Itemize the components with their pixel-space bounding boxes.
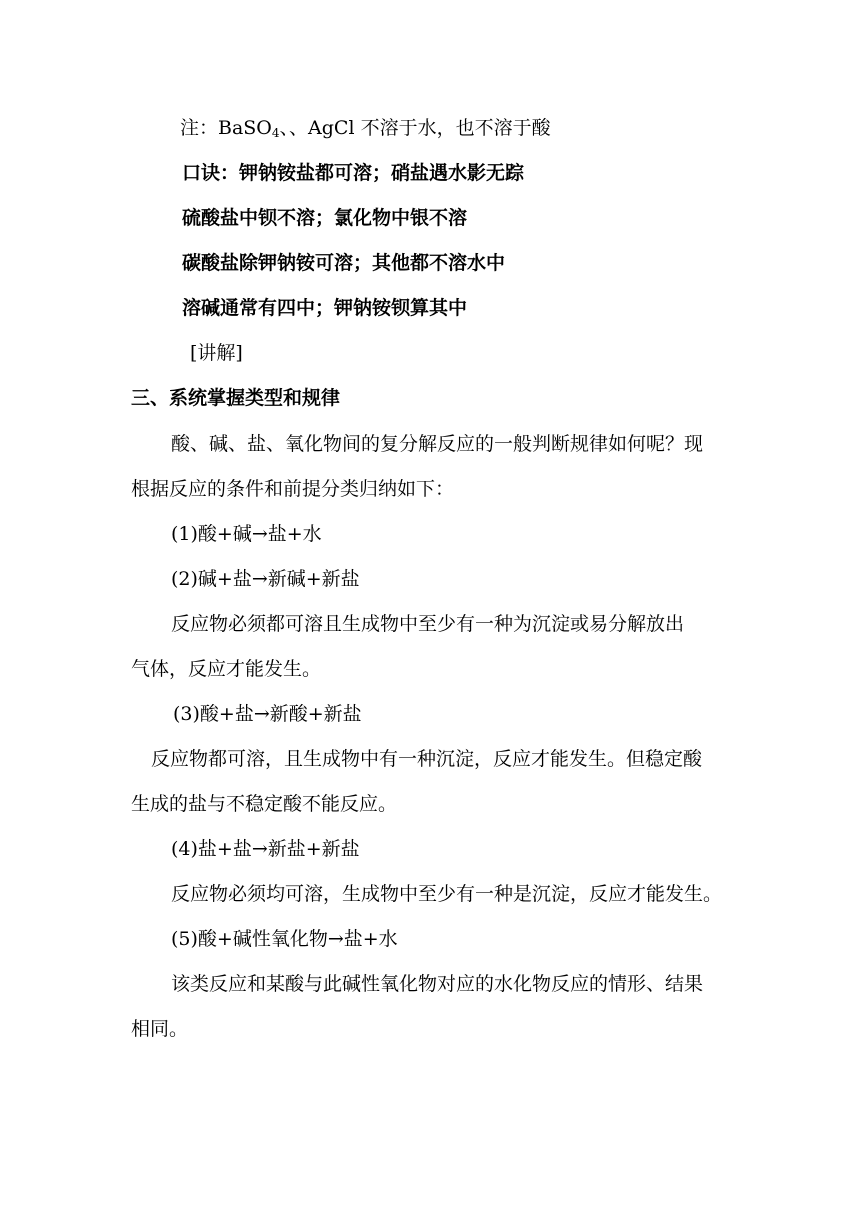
rule-5: (5)酸+碱性氧化物→盐+水 [171, 928, 398, 950]
solubility-note [180, 116, 551, 140]
rule-2-desc-line-2: 气体，反应才能发生。 [131, 658, 322, 680]
rule-4-desc: 反应物必须均可溶，生成物中至少有一种是沉淀，反应才能发生。 [171, 883, 723, 905]
rule-3: (3)酸+盐→新酸+新盐 [173, 703, 362, 725]
rule-2: (2)碱+盐→新碱+新盐 [171, 568, 360, 590]
note-prefix: 注：BaSO [180, 117, 272, 139]
mnemonic-line-1: 口诀：钾钠铵盐都可溶；硝盐遇水影无踪 [182, 162, 525, 184]
note-subscript: 4 [271, 126, 280, 140]
rule-1: (1)酸+碱→盐+水 [171, 523, 322, 545]
rule-3-desc-line-1: 反应物都可溶，且生成物中有一种沉淀，反应才能发生。但稳定酸 [151, 748, 703, 770]
rule-2-desc-line-1: 反应物必须都可溶且生成物中至少有一种为沉淀或易分解放出 [171, 613, 685, 635]
mnemonic-line-2: 硫酸盐中钡不溶；氯化物中银不溶 [182, 207, 468, 229]
rule-5-desc-line-1: 该类反应和某酸与此碱性氧化物对应的水化物反应的情形、结果 [171, 973, 704, 995]
intro-line-1: 酸、碱、盐、氧化物间的复分解反应的一般判断规律如何呢？现 [171, 433, 704, 455]
mnemonic-line-3: 碳酸盐除钾钠铵可溶；其他都不溶水中 [182, 252, 506, 274]
note-suffix: 、、AgCl 不溶于水，也不溶于酸 [279, 117, 551, 139]
intro-line-2: 根据反应的条件和前提分类归纳如下： [131, 478, 455, 500]
rule-4: (4)盐+盐→新盐+新盐 [171, 838, 360, 860]
mnemonic-line-4: 溶碱通常有四中；钾钠铵钡算其中 [182, 297, 468, 319]
explain-tag: [讲解] [190, 342, 243, 364]
rule-3-desc-line-2: 生成的盐与不稳定酸不能反应。 [131, 793, 398, 815]
section-heading: 三、系统掌握类型和规律 [131, 387, 341, 409]
rule-5-desc-line-2: 相同。 [131, 1018, 189, 1040]
